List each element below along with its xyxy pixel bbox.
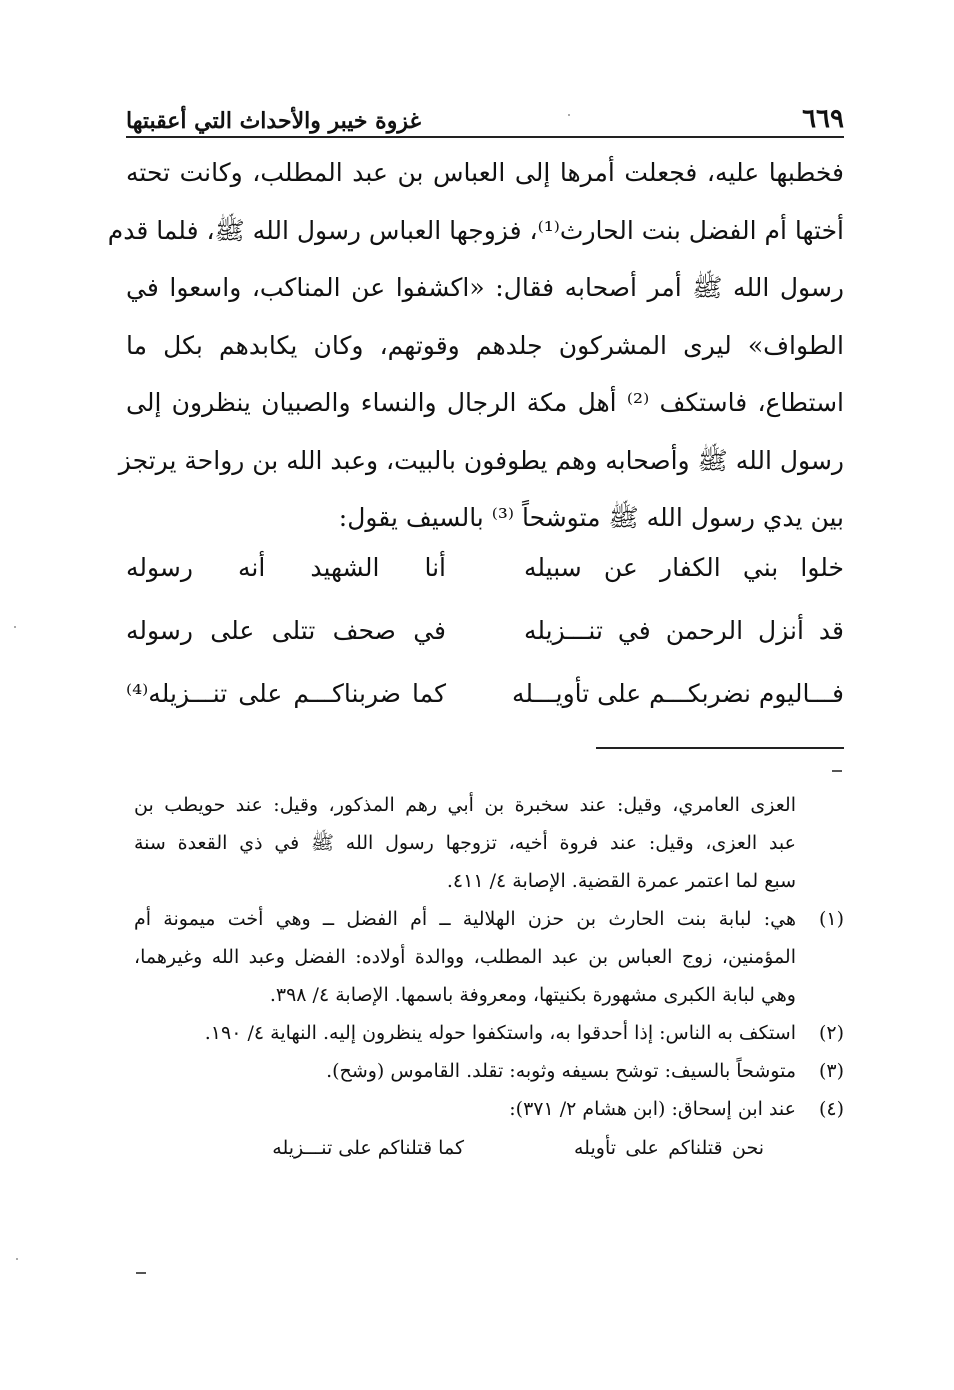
footnote-number: (١)	[818, 908, 844, 930]
footnote-verse-first-hemistich: نحن قتلناكم على تأويله	[574, 1137, 764, 1159]
footnote-verse-second-hemistich: كما قتلناكم على تنـــزيله	[272, 1137, 464, 1159]
main-text	[107, 144, 844, 547]
poem-verse	[126, 662, 844, 725]
footnote-2	[134, 1014, 844, 1052]
footnote-1	[134, 900, 844, 938]
footnote-number: (٣)	[818, 1060, 844, 1082]
scan-speck	[568, 114, 570, 116]
footnote-line: المؤمنين، زوج العباس بن عبد المطلب، ووالدة أولاده: الفضل وعبد الله وغيرهما،	[134, 946, 796, 968]
verse-first-hemistich: خلوا بني الكفار عن سبيله	[524, 553, 844, 582]
poem-verse	[126, 599, 844, 662]
verse-second-hemistich: أنا الشهيد أنه رسوله	[126, 553, 446, 582]
poem	[126, 536, 844, 725]
page-end-mark	[136, 1272, 146, 1274]
verse-second-hemistich: في صحف تتلى على رسوله	[126, 616, 446, 645]
footnote-4	[134, 1090, 844, 1128]
footnote-number: (٤)	[818, 1098, 844, 1120]
verse-first-hemistich: قد أنزل الرحمن في تنـــزيله	[524, 616, 844, 645]
body-line: رسول الله ﷺ وأصحابه وهم يطوفون بالبيت، وعبد الله بن رواحة يرتجز	[118, 445, 844, 475]
body-line: رسول الله ﷺ أمر أصحابه فقال: «اكشفوا عن المناكب، واسعوا في	[126, 273, 844, 302]
footnote-text: هي: لبابة بنت الحارث بن حزن الهلالية ــ أم الفضل ــ وهي أخت ميمونة أم	[134, 908, 796, 930]
verse-second-hemistich: كما ضربناكـــم على تنـــزيله⁽⁴⁾	[126, 679, 446, 708]
poem-verse	[126, 536, 844, 599]
footnote-continuation-line: سبع لما اعتمر عمرة القضية. الإصابة ٤/ ٤١١.	[446, 870, 796, 892]
footnote-continuation-mark	[832, 770, 842, 772]
footnote-number: (٢)	[818, 1022, 844, 1044]
footnote-continuation-line: العزى العامري، وقيل: عند سخبرة بن أبي رهم المذكور، وقيل: عند حويطب بن	[134, 794, 796, 816]
page-number: ٦٦٩	[802, 104, 844, 134]
body-line: استطاع، فاستكف ⁽²⁾ أهل مكة الرجال والنساء والصبيان ينظرون إلى	[126, 388, 844, 417]
running-title: غزوة خيبر والأحداث التي أعقبتها	[126, 108, 421, 134]
footnote-continuation-line: عبد العزى، وقيل: عند فروة أخيه، تزوجها رسول الله ﷺ في ذي القعدة سنة	[134, 832, 796, 854]
page-header	[126, 100, 844, 134]
scan-speck	[16, 1258, 18, 1260]
footnote-separator	[596, 747, 844, 749]
body-line: أختها أم الفضل بنت الحارث⁽¹⁾، فزوجها العباس رسول الله ﷺ، فلما قدم	[107, 215, 844, 245]
footnote-3	[134, 1052, 844, 1090]
body-line: بين يدي رسول الله ﷺ متوشحاً ⁽³⁾ بالسيف يقول:	[338, 503, 844, 532]
verse-first-hemistich: فـــاليوم نضربكـــم على تأويـــله	[511, 679, 844, 708]
footnote-text: عند ابن إسحاق: (ابن هشام ٢/ ٣٧١):	[509, 1098, 796, 1120]
footnote-text: متوشحاً بالسيف: توشح بسيفه وثوبه: تقلد. القاموس (وشح).	[326, 1060, 796, 1082]
header-rule	[126, 136, 844, 138]
scan-speck	[14, 626, 16, 628]
footnote-line: وهي لبابة الكبرى مشهورة بكنيتها، ومعروفة باسمها. الإصابة ٤/ ٣٩٨.	[269, 984, 796, 1006]
footnote-text: استكف به الناس: إذا أحدقوا به، واستكفوا حوله ينظرون إليه. النهاية ٤/ ١٩٠.	[204, 1022, 796, 1044]
body-line: الطواف» ليرى المشركون جلدهم وقوتهم، وكان يكابدهم بكل ما	[126, 330, 844, 360]
footnotes	[134, 786, 844, 1168]
body-line: فخطبها عليه، فجعلت أمرها إلى العباس بن عبد المطلب، وكانت تحته	[126, 158, 844, 187]
footnote-verse	[134, 1128, 844, 1168]
